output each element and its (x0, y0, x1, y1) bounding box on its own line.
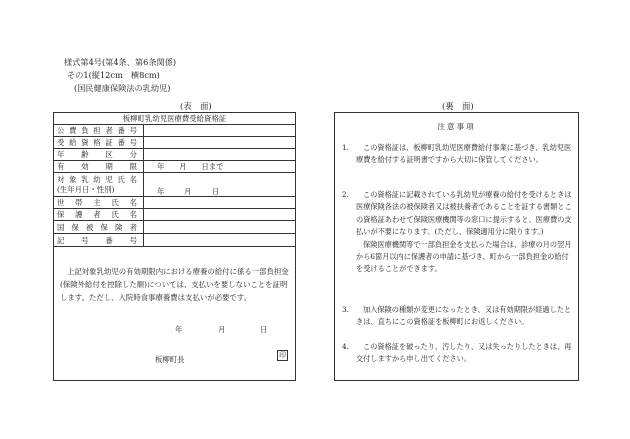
issue-month-label: 月 (218, 325, 226, 334)
row-public-payer-number (54, 125, 295, 137)
note-text: この資格証に記載されている乳幼児が療養の給付を受けるときは医療保険各法の被保険者又は被扶養者であることを証する書類とこの資格証あわせて保険医療機関等の窓口に提示すると、医療費の支払いが不要になります。(ただし、保険適用分に限ります。) (356, 190, 572, 237)
back-card (334, 112, 579, 381)
front-card (53, 112, 296, 381)
expiry-value: 年 月 日まで (157, 162, 224, 171)
household-head-value (144, 197, 295, 208)
form-number: 様式第4号(第4条、第6条関係) (64, 57, 177, 67)
front-card-title: 板柳町乳幼児医療費受給資格証 (54, 113, 295, 125)
note-text: 加入保険の種類が変更になったとき、又は有効期限が経過したときは、直ちにこの資格証を板柳町にお返しください。 (356, 305, 572, 327)
row-label: 保 護 者 氏 名 (57, 210, 137, 219)
back-card-title: 注意事項 (437, 122, 476, 131)
row-label: 公 費 負 担 者 番 号 (57, 126, 137, 135)
note-text-continued: 保険医療機関等で一部負担金を支払った場合は、診療の月の翌月から6箇月以内に保護者の申請に基づき、町から一部負担金の給付を受けることができます。 (356, 239, 572, 274)
row-label: 年 齢 区 分 (57, 150, 137, 159)
row-guardian (54, 209, 295, 221)
certificate-number-value (144, 137, 295, 148)
front-side-label: (表 面) (180, 101, 212, 111)
public-payer-number-value (144, 125, 295, 136)
note-number: 1. (342, 143, 349, 152)
note-number: 2. (342, 190, 349, 199)
row-label: 対 象 乳 幼 児 氏 名 (57, 174, 137, 184)
guardian-value (144, 209, 295, 220)
form-size: その1(縦12cm 横8cm) (67, 70, 160, 80)
age-category-value (144, 149, 295, 160)
birth-month-label: 月 (184, 187, 192, 196)
insured-value (144, 221, 295, 233)
back-side-label: (裏 面) (442, 101, 474, 111)
child-birthdate-value (144, 173, 295, 196)
note-text: この資格証を破ったり、汚したり、又は失ったりしたときは、再交付しますから申し出てください。 (356, 342, 572, 364)
note-number: 4. (342, 342, 349, 351)
seal-box: 印 (277, 350, 288, 361)
note-number: 3. (342, 305, 349, 314)
row-expiry (54, 161, 295, 173)
row-age-category (54, 149, 295, 161)
row-label: 受 給 資 格 証 番 号 (57, 138, 137, 147)
birth-year-label: 年 (157, 187, 165, 196)
note-item (342, 142, 574, 167)
form-scope: (国民健康保険法の乳幼児) (74, 83, 171, 93)
birth-day-label: 日 (212, 187, 220, 196)
row-label: 有 効 期 限 (57, 162, 137, 171)
issuer-name: 板柳町長 (155, 355, 185, 364)
row-child-name (54, 173, 295, 197)
row-symbol-number (54, 234, 295, 247)
issue-year-label: 年 (175, 325, 183, 334)
note-item (342, 189, 574, 276)
symbol-number-value (144, 234, 295, 246)
row-certificate-number (54, 137, 295, 149)
row-insured (54, 221, 295, 234)
row-sublabel: (生年月日・性別) (57, 184, 115, 194)
issue-day-label: 日 (260, 325, 268, 334)
row-label: 記 号 番 号 (57, 235, 137, 245)
row-label: 国 保 被 保 険 者 (57, 222, 137, 232)
certification-text: 上記対象乳幼児の有効期限内における療養の給付に係る一部負担金(保険外給付を控除した額)については、支払いを要しないことを証明します。ただし、入院時食事療養費は支払いが必要です。 (60, 267, 289, 302)
note-text: この資格証は、板柳町乳幼児医療費給付事業に基づき、乳幼児医療費を給付する証明書ですから大切に保管してください。 (356, 143, 572, 165)
note-item (342, 304, 574, 329)
row-household-head (54, 197, 295, 209)
note-item (342, 341, 574, 366)
row-label: 世 帯 主 氏 名 (57, 198, 137, 207)
